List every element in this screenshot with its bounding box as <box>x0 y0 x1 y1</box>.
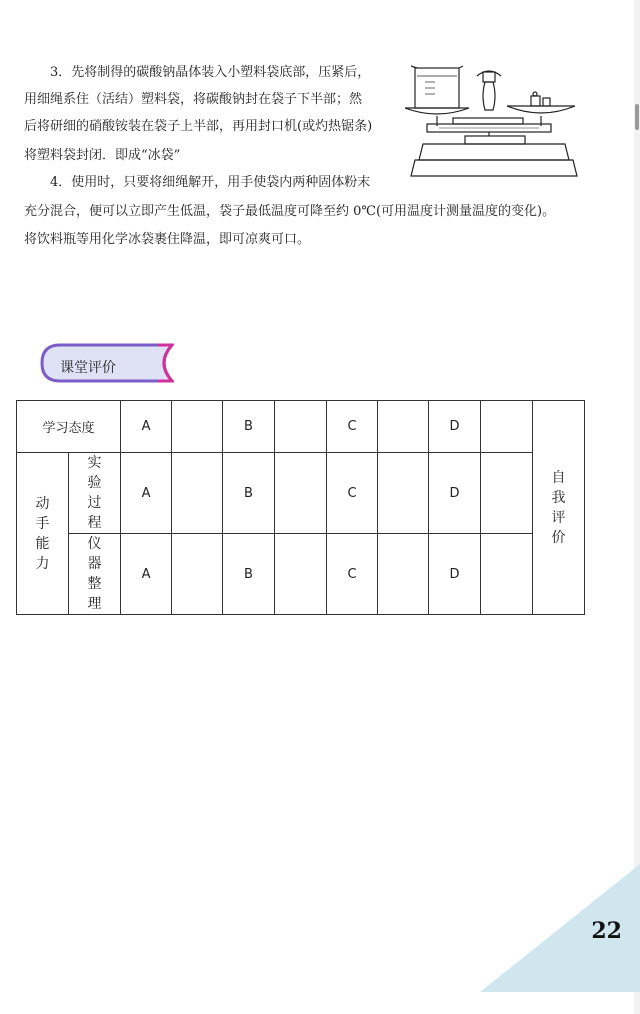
grade-c-input[interactable] <box>378 453 429 534</box>
grade-a-input[interactable] <box>172 534 223 615</box>
grade-d: D <box>429 534 481 615</box>
experiment-label: 实 验 过 程 <box>87 455 102 531</box>
grade-a-input[interactable] <box>172 401 223 453</box>
cleanup-label: 仪 器 整 理 <box>87 536 102 612</box>
attitude-label: 学习态度 <box>17 401 121 453</box>
step4-line-1: 4．使用时，只要将细绳解开，用手使袋内两种固体粉末 <box>50 175 371 190</box>
ability-label: 动 手 能 力 <box>35 495 50 572</box>
grade-a: A <box>121 453 172 534</box>
step3-line-4: 将塑料袋封闭．即成“冰袋” <box>24 148 181 163</box>
grade-a-input[interactable] <box>172 453 223 534</box>
grade-b: B <box>223 401 275 453</box>
step3-line-3: 后将研细的硝酸铵装在袋子上半部，再用封口机(或灼热锯条) <box>24 119 373 134</box>
grade-d: D <box>429 453 481 534</box>
page-number: 22 <box>591 918 622 944</box>
grade-c: C <box>327 534 378 615</box>
grade-c-input[interactable] <box>378 534 429 615</box>
grade-a: A <box>121 534 172 615</box>
self-eval-cell <box>533 401 585 615</box>
step3-line-1: 3．先将制得的碳酸钠晶体装入小塑料袋底部，压紧后， <box>50 65 371 80</box>
grade-c: C <box>327 401 378 453</box>
step4-line-3: 将饮料瓶等用化学冰袋裹住降温，即可凉爽可口。 <box>24 232 311 247</box>
grade-d-input[interactable] <box>481 453 533 534</box>
self-eval-label: 自 我 评 价 <box>551 469 566 546</box>
grade-c-input[interactable] <box>378 401 429 453</box>
table-row-experiment <box>17 453 585 534</box>
table-row-attitude <box>17 401 585 453</box>
section-badge-label: 课堂评价 <box>60 360 116 376</box>
ability-cell <box>17 453 69 615</box>
cleanup-cell <box>69 534 121 615</box>
grade-b-input[interactable] <box>275 534 327 615</box>
grade-a: A <box>121 401 172 453</box>
step3-line-2: 用细绳系住（活结）塑料袋，将碳酸钠封在袋子下半部；然 <box>24 92 363 107</box>
grade-c: C <box>327 453 378 534</box>
experiment-cell <box>69 453 121 534</box>
grade-d-input[interactable] <box>481 534 533 615</box>
grade-b: B <box>223 534 275 615</box>
balance-scale-illustration <box>405 60 587 186</box>
table-row-cleanup <box>17 534 585 615</box>
evaluation-table <box>16 400 585 615</box>
grade-b-input[interactable] <box>275 453 327 534</box>
scrollbar[interactable] <box>634 0 640 1014</box>
grade-d: D <box>429 401 481 453</box>
scrollbar-thumb[interactable] <box>635 104 639 130</box>
step4-line-2: 充分混合，便可以立即产生低温，袋子最低温度可降至约 0℃(可用温度计测量温度的变化)。 <box>24 204 556 219</box>
grade-b: B <box>223 453 275 534</box>
grade-b-input[interactable] <box>275 401 327 453</box>
grade-d-input[interactable] <box>481 401 533 453</box>
